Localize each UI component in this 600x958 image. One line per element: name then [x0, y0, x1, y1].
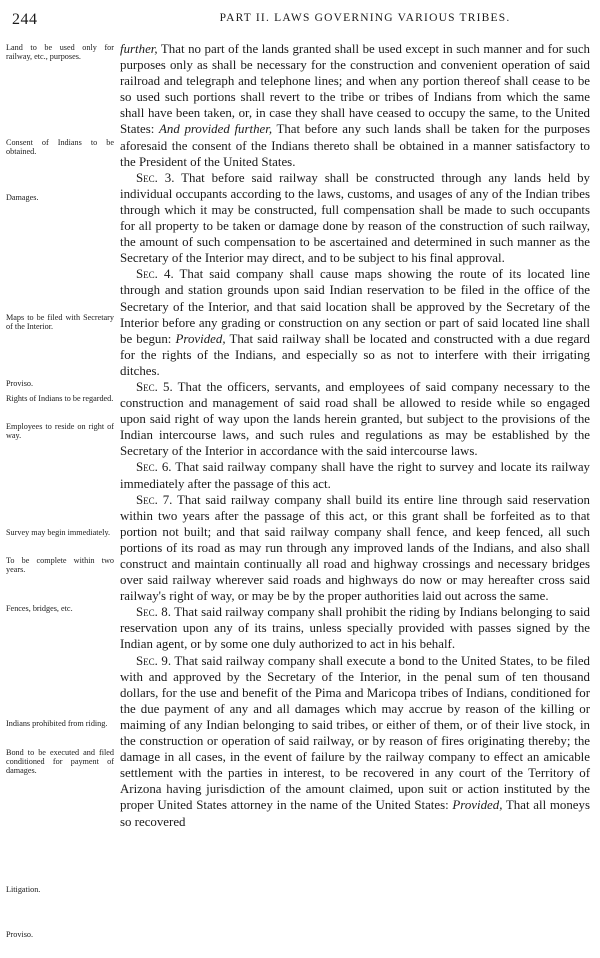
section-label: Sec. 5.	[136, 379, 173, 394]
margin-note-riding: Indians prohibited from riding.	[6, 719, 108, 728]
margin-note-rights: Rights of Indians to be regarded.	[6, 394, 114, 403]
margin-note-land-use: Land to be used only for railway, etc., purposes.	[6, 43, 114, 61]
margin-note-maps: Maps to be filed with Secretary of the Interior.	[6, 313, 114, 331]
section-label: Sec. 8.	[136, 605, 171, 620]
body-text	[120, 41, 590, 830]
section-label: Sec. 3.	[136, 170, 175, 185]
margin-note-proviso-2: Proviso.	[6, 930, 34, 939]
section-label: Sec. 9.	[136, 653, 172, 668]
section-7: Sec. 7. That said railway company shall build its entire line through said reservation within two years after the passage of this act, or this grant shall be forfeited as to that portion not built; and that said railway company shall fence, and keep fenced, all such portions of its road as may run through any improved lands of the Indians, and also shall construct and maintain continually all road and highway crossings and necessary bridges over said railway wherever said roads and highways do now or may hereafter cross said railway's right of way, or may be by the proper authorities laid out across the same.	[120, 492, 590, 604]
margin-note-damages: Damages.	[6, 193, 39, 202]
margin-note-consent: Consent of Indians to be obtained.	[6, 138, 114, 156]
section-label: Sec. 6.	[136, 460, 172, 475]
running-head: PART II. LAWS GOVERNING VARIOUS TRIBES.	[219, 12, 511, 24]
section-3: Sec. 3. That before said railway shall be constructed through any lands held by individual occupants according to the laws, customs, and usages of any of the Indian tribes through which it may be constructed, full compensation shall be made to such occupants for all property to be taken or damage done by reason of the construction of such railway, the amount of such compensation to be ascertained and determined in such manner as the Secretary of the Interior may direct, and to be subject to his final approval.	[120, 170, 590, 266]
margin-note-fences: Fences, bridges, etc.	[6, 604, 73, 613]
margin-note-proviso-1: Proviso.	[6, 379, 34, 388]
section-6: Sec. 6. That said railway company shall have the right to survey and locate its railway immediately after the passage of this act.	[120, 460, 590, 491]
section-8: Sec. 8. That said railway company shall prohibit the riding by Indians belonging to said reservation upon any of its trains, unless specially provided with passes signed by the Indian agent, or by some one duly authorized to act in his behalf.	[120, 605, 590, 652]
paragraph-continuation: further, That no part of the lands granted shall be used except in such manner and for such purposes only as shall be necessary for the construction and convenient operation of said railroad and telegraph and telephone lines; and when any portion thereof shall cease to be so used such portions shall revert to the tribe or tribes of Indians from which the same shall have been taken, or, in case they shall have ceased to occupy the same, to the United States: And provided further, That before any such lands shall be taken for the purposes aforesaid the consent of the Indians thereto shall be obtained in a manner satisfactory to the President of the United States.	[120, 42, 590, 169]
margin-note-litigation: Litigation.	[6, 885, 41, 894]
page-header	[12, 11, 588, 31]
margin-note-complete: To be complete within two years.	[6, 556, 114, 574]
margin-note-survey: Survey may begin immediately.	[6, 528, 111, 537]
section-label: Sec. 4.	[136, 267, 174, 282]
section-4: Sec. 4. That said company shall cause maps showing the route of its located line through and station grounds upon said Indian reservation to be filed in the office of the Secretary of the Interior, and that said location shall be approved by the Secretary of the Interior before any grading or construction on any section or part of said located line shall be begun: Provided, That said railway shall be located and constructed with a due regard for the rights of the Indians, and especially so as not to interfere with their irrigating ditches.	[120, 267, 590, 378]
section-5: Sec. 5. That the officers, servants, and employees of said company necessary to the construction and management of said road shall be allowed to reside while so engaged upon said right of way upon the lands herein granted, but subject to the provisions of the Indian intercourse laws, and such rules and regulations as may be established by the Secretary of the Interior in accordance with the said intercourse laws.	[120, 379, 590, 459]
section-label: Sec. 7.	[136, 492, 173, 507]
margin-note-bond: Bond to be executed and filed conditioned for payment of damages.	[6, 748, 114, 775]
page-number: 244	[12, 11, 38, 28]
section-9: Sec. 9. That said railway company shall execute a bond to the United States, to be filed with and approved by the Secretary of the Interior, in the penal sum of ten thousand dollars, for the use and benefit of the Pima and Maricopa tribes of Indians, conditioned for the due payment of any and all damages which may accrue by reason of the killing or maiming of any Indian belonging to said tribes, or either of them, or of their live stock, in the construction or operation of said railway, or by reason of fires originating thereby; the damage in all cases, in the event of failure by the railway company to effect an amicable settlement with the parties in interest, to be recovered in any court of the Territory of Arizona having jurisdiction of the amount claimed, upon suit or action instituted by the proper United States attorney in the name of the United States: Provided, That all moneys so recovered	[120, 653, 590, 829]
margin-note-employees: Employees to reside on right of way.	[6, 422, 114, 440]
